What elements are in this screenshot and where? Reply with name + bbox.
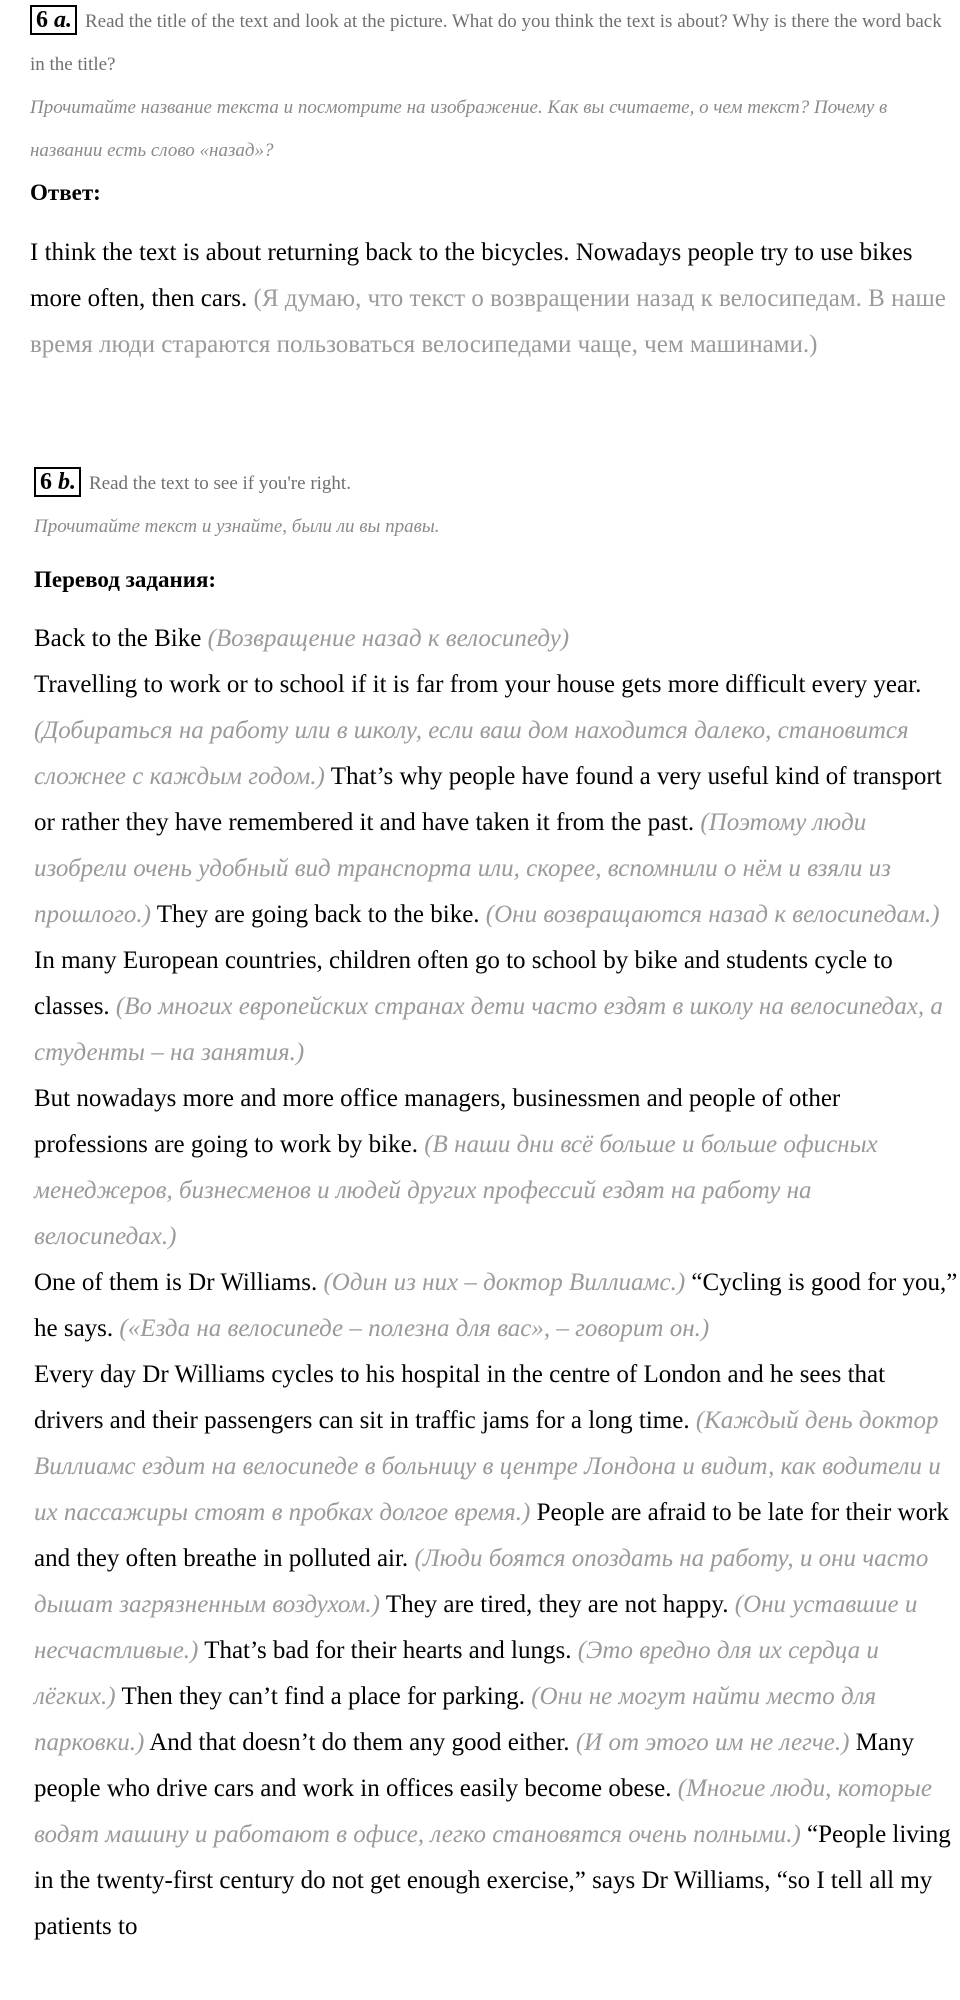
sentence-en: “Cycling is good for you,” he says.: [34, 1269, 958, 1342]
sentence-en: They are tired, they are not happy.: [385, 1591, 729, 1618]
task-6a-badge: 6 a.: [30, 5, 77, 35]
translation-paragraph: [34, 1352, 959, 1950]
task-6a-instruction-en: Read the title of the text and look at the picture. What do you think the text is about? Why is there the word back in the title?: [30, 11, 942, 75]
sentence-en: But nowadays more and more office managers, businessmen and people of other professions are going to work by bike.: [34, 1085, 841, 1158]
sentence-ru: (В наши дни всё больше и больше офисных менеджеров, бизнесменов и людей других профессий ездят на работу на велосипедах.): [34, 1131, 878, 1250]
sentence-en: People are afraid to be late for their work and they often breathe in polluted air.: [34, 1499, 949, 1572]
sentence-ru: (Каждый день доктор Виллиамс ездит на велосипеде в больницу в центре Лондона и видит, как водители и их пассажиры стоят в пробках долгое время.): [34, 1407, 941, 1526]
sentence-ru: (Поэтому люди изобрели очень удобный вид транспорта или, скорее, вспомнили о нём и взяли из прошлого.): [34, 809, 891, 928]
sentence-ru: (Один из них – доктор Виллиамс.): [323, 1269, 686, 1296]
sentence-ru: («Езда на велосипеде – полезна для вас», – говорит он.): [119, 1315, 710, 1342]
task-6b-instruction-en: Read the text to see if you're right.: [89, 473, 351, 494]
sentence-en: In many European countries, children often go to school by bike and students cycle to classes.: [34, 947, 893, 1020]
sentence-ru: (И от этого им не легче.): [575, 1729, 850, 1756]
sentence-en: Every day Dr Williams cycles to his hospital in the centre of London and he sees that drivers and their passengers can sit in traffic jams for a long time.: [34, 1361, 886, 1434]
task-6b-instruction-ru: Прочитайте текст и узнайте, были ли вы правы.: [34, 516, 440, 537]
sentence-ru: (Во многих европейских странах дети часто ездят в школу на велосипедах, а студенты – на занятия.): [34, 993, 943, 1066]
task-6a-instruction-ru: Прочитайте название текста и посмотрите на изображение. Как вы считаете, о чем текст? Почему в названии есть слово «назад»?: [30, 97, 888, 161]
translation-paragraph: [34, 1260, 959, 1352]
sentence-ru: (Они уставшие и несчастливые.): [34, 1591, 918, 1664]
sentence-ru: (Добираться на работу или в школу, если ваш дом находится далеко, становится сложнее с каждым годом.): [34, 717, 909, 790]
translation-paragraph: [34, 938, 959, 1076]
sentence-ru: (Возвращение назад к велосипеду): [207, 625, 570, 652]
translation-paragraph: [34, 662, 959, 938]
sentence-en: Travelling to work or to school if it is far from your house gets more difficult every year.: [34, 671, 922, 698]
answer-text: [30, 230, 950, 368]
translation-label: Перевод задания:: [34, 567, 217, 592]
sentence-en: Then they can’t find a place for parking.: [121, 1683, 525, 1710]
sentence-ru: (Многие люди, которые водят машину и работают в офисе, легко становятся очень полными.): [34, 1775, 932, 1848]
task-6b-instruction: [34, 462, 954, 548]
task-6b-badge: 6 b.: [34, 467, 81, 497]
sentence-ru: (Они не могут найти место для парковки.): [34, 1683, 877, 1756]
sentence-en: Many people who drive cars and work in offices easily become obese.: [34, 1729, 914, 1802]
sentence-en: And that doesn’t do them any good either.: [149, 1729, 570, 1756]
sentence-en: Back to the Bike: [34, 625, 202, 652]
answer-ru: (Я думаю, что текст о возвращении назад к велосипедам. В наше время люди стараются пользоваться велосипедами чаще, чем машинами.): [30, 285, 946, 358]
sentence-ru: (Они возвращаются назад к велосипедам.): [485, 901, 940, 928]
sentence-en: That’s why people have found a very useful kind of transport or rather they have remembered it and have taken it from the past.: [34, 763, 942, 836]
sentence-en: That’s bad for their hearts and lungs.: [204, 1637, 572, 1664]
sentence-ru: (Это вредно для их сердца и лёгких.): [34, 1637, 879, 1710]
sentence-en: They are going back to the bike.: [156, 901, 480, 928]
answer-en: I think the text is about returning back to the bicycles. Nowadays people try to use bikes more often, then cars.: [30, 239, 913, 312]
translation-paragraph: [34, 1076, 959, 1260]
sentence-en: “People living in the twenty-first century do not get enough exercise,” says Dr Williams, “so I tell all my patients to: [34, 1821, 951, 1940]
translation-title-paragraph: [34, 616, 959, 662]
sentence-en: One of them is Dr Williams.: [34, 1269, 318, 1296]
answer-label: Ответ:: [30, 180, 101, 205]
translation-text: [34, 616, 959, 1950]
sentence-ru: (Люди боятся опоздать на работу, и они часто дышат загрязненным воздухом.): [34, 1545, 929, 1618]
task-6a-instruction: [30, 0, 950, 172]
